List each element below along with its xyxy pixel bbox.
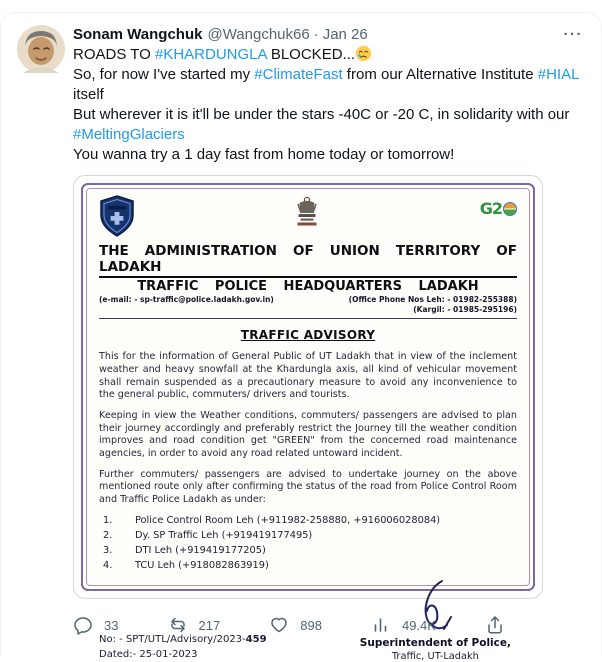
advisory-contact-list [103,514,517,573]
share-button[interactable] [485,615,505,635]
advisory-reference-number: 459 [245,633,267,645]
ladakh-police-shield-icon [99,195,135,237]
g20-logo-icon [480,199,517,218]
hashtag-climatefast[interactable]: #ClimateFast [254,66,343,83]
contact-item: 2. Dy. SP Traffic Leh (+919419177495) [103,530,313,542]
india-emblem-icon [294,195,320,235]
tweet-text-segment: So, for now I've started my [73,66,255,83]
tweet-line [73,65,585,105]
advisory-reference: No: - SPT/UTL/Advisory/2023-459 Dated:- 25-01-2023 [99,633,267,660]
advisory-paragraph: This for the information of General Public of UT Ladakh that in view of the inclement weather and heavy snowfall at the Khardungla axis, all kind of vehicular movement shall remain suspended as a precautionary measure to avoid any inconvenience to the general public, commuters/ drivers and tourists. [99,351,517,401]
tweet-text-segment: from our Alternative Institute [342,66,538,83]
advisory-paragraph: Keeping in view the Weather conditions, commuters/ passengers are advised to plan their journey accordingly and preferably restrict the Journey till the weather condition improves and road condition get "GREEN" from the concerned road maintenance agencies, in order to avoid any road related untoward incident. [99,409,517,459]
like-button[interactable] [269,615,322,635]
advisory-email: (e-mail: - sp-traffic@police.ladakh.gov.in) [99,295,274,304]
tweet-text [73,45,585,165]
tweet-card [0,12,602,662]
avatar-photo [17,25,65,73]
advisory-date: Dated:- 25-01-2023 [99,648,198,660]
advisory-phone-leh: (Office Phone Nos Leh: - 01982-255388) [348,295,517,304]
tweet-text-segment: You wanna try a 1 day fast from home today or tomorrow! [73,146,455,163]
advisory-heading: TRAFFIC ADVISORY [240,328,376,343]
more-icon[interactable]: ··· [563,26,583,43]
tweet-text-segment: BLOCKED... [266,46,356,63]
views-icon [371,615,391,635]
tweet-text-segment: itself [73,66,584,103]
contact-item: 1. Police Control Room Leh (+911982-258880, +916006028084) [103,515,441,527]
signatory-title: Superintendent of Police, [359,637,511,650]
retweet-button[interactable] [168,615,221,635]
reply-icon [73,615,93,635]
tweet-date[interactable]: Jan 26 [322,26,368,43]
tweet-line [73,105,585,145]
hashtag-hial[interactable]: #HIAL [537,66,579,83]
author-handle[interactable]: @Wangchuk66 [207,26,310,43]
retweet-count: 217 [198,617,221,633]
tweet-line [73,45,585,65]
advisory-org-title: THE ADMINISTRATION OF UNION TERRITORY OF LADAKH [99,243,517,278]
contact-item: 4. TCU Leh (+918082863919) [103,559,269,571]
advisory-org-subtitle: TRAFFIC POLICE HEADQUARTERS LADAKH [137,279,479,294]
share-icon [485,615,505,635]
avatar[interactable] [17,25,65,73]
views-count: 49.4K [401,617,436,633]
views-button[interactable] [371,615,436,635]
reply-count: 33 [104,617,119,633]
reply-button[interactable] [73,615,118,635]
signatory-department: Traffic, UT-Ladakh [391,650,479,662]
tweet-line [73,145,585,165]
author-name[interactable]: Sonam Wangchuk [73,26,203,43]
like-icon [269,615,289,635]
author-separator: · [313,26,319,43]
tweet-text-segment: But wherever it is it'll be under the stars -40C or -20 C, in solidarity with our [73,106,574,123]
like-count: 898 [300,617,322,633]
advisory-paragraph: Further commuters/ passengers are advised to undertake journey on the above mentioned route only after confirming the status of the road from Police Control Room and Traffic Police Ladakh as under: [99,468,517,505]
g20-text: G2 [479,199,502,218]
g20-globe-icon [503,202,517,216]
hashtag-meltingglaciers[interactable]: #MeltingGlaciers [73,126,185,143]
advisory-phone-kargil: (Kargil: - 01985-295196) [413,305,517,315]
sad-tear-emoji-icon [355,45,372,62]
contact-item: 3. DTI Leh (+919419177205) [103,544,266,556]
hashtag-khardungla[interactable]: #KHARDUNGLA [154,46,267,63]
retweet-icon [168,615,188,635]
tweet-text-segment: ROADS TO [73,46,155,63]
